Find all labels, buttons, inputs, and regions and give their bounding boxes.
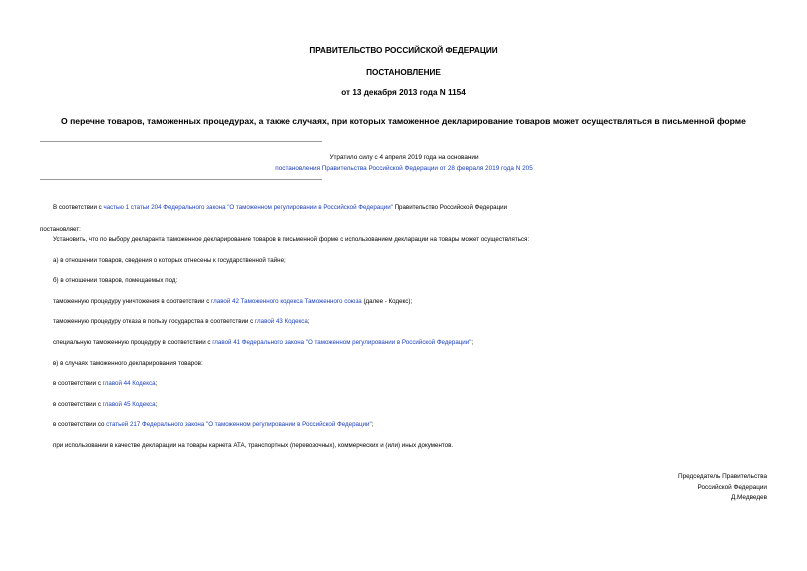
paragraph-basis: В соответствии с частью 1 статьи 204 Федерального закона "О таможенном регулировании в Российской Федерации" Правительство Российской Федерации xyxy=(53,204,508,211)
law-article-217-link[interactable]: статьей 217 Федерального закона "О таможенном регулировании в Российской Федерации" xyxy=(106,421,372,428)
list-item-c4: при использовании в качестве декларации на товары карнета АТА, транспортных (перевозочных), коммерческих и (или) иных документов. xyxy=(53,442,454,449)
law-ch41-link[interactable]: главой 41 Федерального закона "О таможенном регулировании в Российской Федерации" xyxy=(212,339,472,346)
signatory-name: Д.Медведев xyxy=(730,494,767,501)
repeal-decree-link[interactable]: постановления Правительства Российской Федерации от 28 февраля 2019 года N 205 xyxy=(275,165,533,172)
note-divider-top xyxy=(40,141,322,142)
note-divider-bottom xyxy=(40,179,322,180)
code-ch43-link[interactable]: главой 43 Кодекса xyxy=(254,318,308,325)
document-title: О перечне товаров, таможенных процедурах, а также случаях, при которых таможенное декларирование товаров может осуществляться в письменной форме xyxy=(61,116,746,126)
list-item-b2: таможенную процедуру отказа в пользу государства в соответствии с главой 43 Кодекса; xyxy=(53,318,310,325)
document-date: от 13 декабря 2013 года N 1154 xyxy=(341,88,466,97)
status-note: Утратило силу с 4 апреля 2019 года на основании xyxy=(329,154,479,161)
list-item-c: в) в случаях таможенного декларирования товаров: xyxy=(53,360,203,367)
list-item-b: б) в отношении товаров, помещаемых под: xyxy=(53,277,178,284)
list-item-b1: таможенную процедуру уничтожения в соответствии с главой 42 Таможенного кодекса Таможенного союза (далее - Кодекс); xyxy=(53,298,413,305)
signatory-title: Председатель Правительства xyxy=(678,473,767,480)
law-article-204-link[interactable]: частью 1 статьи 204 Федерального закона "О таможенном регулировании в Российской Федерации" xyxy=(103,204,393,211)
signatory-org: Российской Федерации xyxy=(697,484,767,491)
paragraph-basis-cont: постановляет: xyxy=(40,226,81,233)
list-item-c2: в соответствии с главой 45 Кодекса; xyxy=(53,401,158,408)
list-item-c3: в соответствии со статьей 217 Федерального закона "О таможенном регулировании в Российской Федерации"; xyxy=(53,421,374,428)
list-item-a: а) в отношении товаров, сведения о которых отнесены к государственной тайне; xyxy=(53,257,286,264)
list-item-b3: специальную таможенную процедуру в соответствии с главой 41 Федерального закона "О таможенном регулировании в Российской Федерации"; xyxy=(53,339,474,346)
org-heading: ПРАВИТЕЛЬСТВО РОССИЙСКОЙ ФЕДЕРАЦИИ xyxy=(309,46,498,55)
document-type: ПОСТАНОВЛЕНИЕ xyxy=(366,68,441,77)
status-note-link-line xyxy=(230,165,578,172)
list-item-c1: в соответствии с главой 44 Кодекса; xyxy=(53,380,158,387)
customs-code-ch42-link[interactable]: главой 42 Таможенного кодекса Таможенного союза xyxy=(211,298,362,305)
code-ch44-link[interactable]: главой 44 Кодекса xyxy=(102,380,156,387)
code-ch45-link[interactable]: главой 45 Кодекса xyxy=(102,401,156,408)
paragraph-main: Установить, что по выбору декларанта таможенное декларирование товаров в письменной форме с использованием декларации на товары может осуществляться: xyxy=(53,236,530,243)
